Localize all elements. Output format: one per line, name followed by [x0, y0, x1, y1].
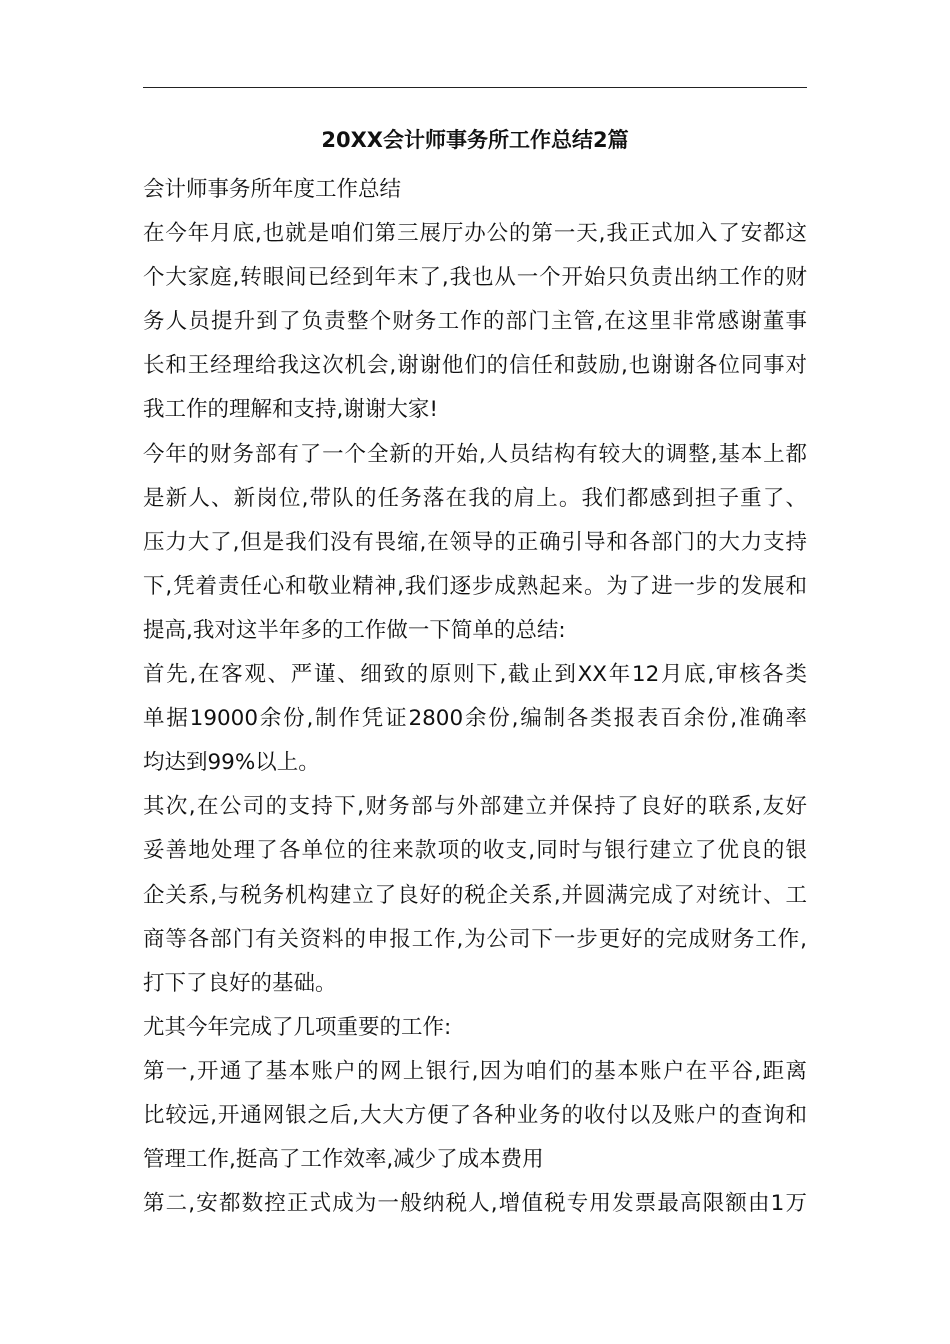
text-line: 压力大了,但是我们没有畏缩,在领导的正确引导和各部门的大力支持 — [143, 529, 807, 555]
text-line: 提高,我对这半年多的工作做一下简单的总结: — [143, 617, 566, 643]
text-line: 首先,在客观、严谨、细致的原则下,截止到XX年12月底,审核各类 — [143, 662, 807, 688]
header-rule — [143, 87, 807, 88]
text-line: 打下了良好的基础。 — [143, 970, 337, 996]
text-line: 今年的财务部有了一个全新的开始,人员结构有较大的调整,基本上都 — [143, 441, 807, 467]
text-line: 长和王经理给我这次机会,谢谢他们的信任和鼓励,也谢谢各位同事对 — [143, 353, 807, 379]
document-title: 20XX会计师事务所工作总结2篇 — [321, 128, 629, 152]
text-line: 在今年月底,也就是咱们第三展厅办公的第一天,我正式加入了安都这 — [143, 221, 807, 247]
text-line: 下,凭着责任心和敬业精神,我们逐步成熟起来。为了进一步的发展和 — [143, 573, 807, 599]
text-line: 是新人、新岗位,带队的任务落在我的肩上。我们都感到担子重了、 — [143, 485, 807, 511]
text-line: 务人员提升到了负责整个财务工作的部门主管,在这里非常感谢董事 — [143, 309, 807, 335]
text-line: 个大家庭,转眼间已经到年末了,我也从一个开始只负责出纳工作的财 — [143, 265, 807, 291]
text-line: 均达到99%以上。 — [143, 750, 320, 776]
text-line: 其次,在公司的支持下,财务部与外部建立并保持了良好的联系,友好 — [143, 794, 807, 820]
text-line: 企关系,与税务机构建立了良好的税企关系,并圆满完成了对统计、工 — [143, 882, 807, 908]
text-line: 妥善地处理了各单位的往来款项的收支,同时与银行建立了优良的银 — [143, 838, 807, 864]
text-line: 我工作的理解和支持,谢谢大家! — [143, 397, 438, 423]
text-line: 比较远,开通网银之后,大大方便了各种业务的收付以及账户的查询和 — [143, 1102, 807, 1128]
text-line: 单据19000余份,制作凭证2800余份,编制各类报表百余份,准确率 — [143, 706, 807, 732]
text-line: 第一,开通了基本账户的网上银行,因为咱们的基本账户在平谷,距离 — [143, 1058, 807, 1084]
text-line: 会计师事务所年度工作总结 — [143, 177, 402, 202]
text-line: 管理工作,挺高了工作效率,减少了成本费用 — [143, 1147, 544, 1173]
document-body — [143, 168, 807, 1226]
text-line: 商等各部门有关资料的申报工作,为公司下一步更好的完成财务工作, — [143, 926, 807, 952]
text-line: 第二,安都数控正式成为一般纳税人,增值税专用发票最高限额由1万 — [143, 1191, 807, 1217]
text-line: 尤其今年完成了几项重要的工作: — [143, 1014, 452, 1040]
